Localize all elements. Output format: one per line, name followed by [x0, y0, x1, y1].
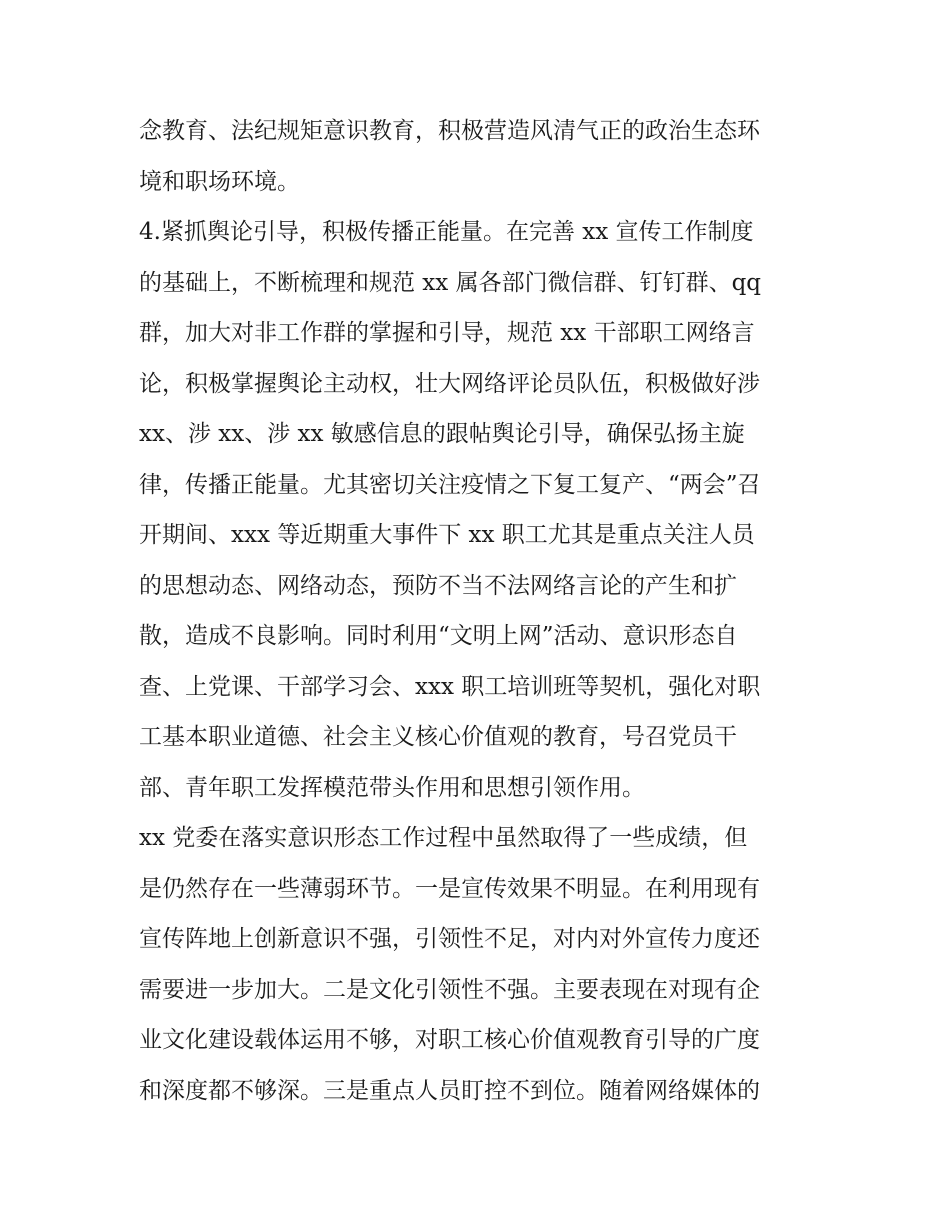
text-line: 开期间、xxx 等近期重大事件下 xx 职工尤其是重点关注人员	[139, 522, 755, 548]
text-line: 论，积极掌握舆论主动权，壮大网络评论员队伍，积极做好涉	[139, 370, 760, 397]
text-line: 的基础上，不断梳理和规范 xx 属各部门微信群、钉钉群、qq	[139, 269, 762, 296]
text-line: 是仍然存在一些薄弱环节。一是宣传效果不明显。在利用现有	[139, 875, 760, 902]
text-line: 需要进一步加大。二是文化引领性不强。主要表现在对现有企	[139, 976, 760, 1003]
text-line: 部、青年职工发挥模范带头作用和思想引领作用。	[139, 774, 645, 801]
text-line: xx、涉 xx、涉 xx 敏感信息的跟帖舆论引导，确保弘扬主旋	[139, 421, 745, 447]
text-line: xx 党委在落实意识形态工作过程中虽然取得了一些成绩，但	[139, 825, 748, 851]
text-line: 工基本职业道德、社会主义核心价值观的教育，号召党员干	[139, 724, 737, 750]
text-line: 的思想动态、网络动态，预防不当不法网络言论的产生和扩	[139, 572, 737, 599]
text-line: 散，造成不良影响。同时利用“文明上网”活动、意识形态自	[139, 623, 738, 649]
text-line: 宣传阵地上创新意识不强，引领性不足，对内对外宣传力度还	[139, 926, 760, 952]
text-line: 律，传播正能量。尤其密切关注疫情之下复工复产、“两会”召	[139, 471, 761, 498]
text-line: 业文化建设载体运用不够，对职工核心价值观教育引导的广度	[139, 1027, 760, 1053]
text-line: 和深度都不够深。三是重点人员盯控不到位。随着网络媒体的	[139, 1077, 760, 1104]
body-text	[139, 106, 819, 1116]
text-line: 境和职场环境。	[139, 168, 300, 195]
text-line: 查、上党课、干部学习会、xxx 职工培训班等契机，强化对职	[139, 673, 761, 700]
text-line: 念教育、法纪规矩意识教育，积极营造风清气正的政治生态环	[139, 118, 760, 144]
text-line: 4.紧抓舆论引导，积极传播正能量。在完善 xx 宣传工作制度	[139, 219, 754, 245]
text-line: 群，加大对非工作群的掌握和引导，规范 xx 干部职工网络言	[139, 320, 755, 346]
